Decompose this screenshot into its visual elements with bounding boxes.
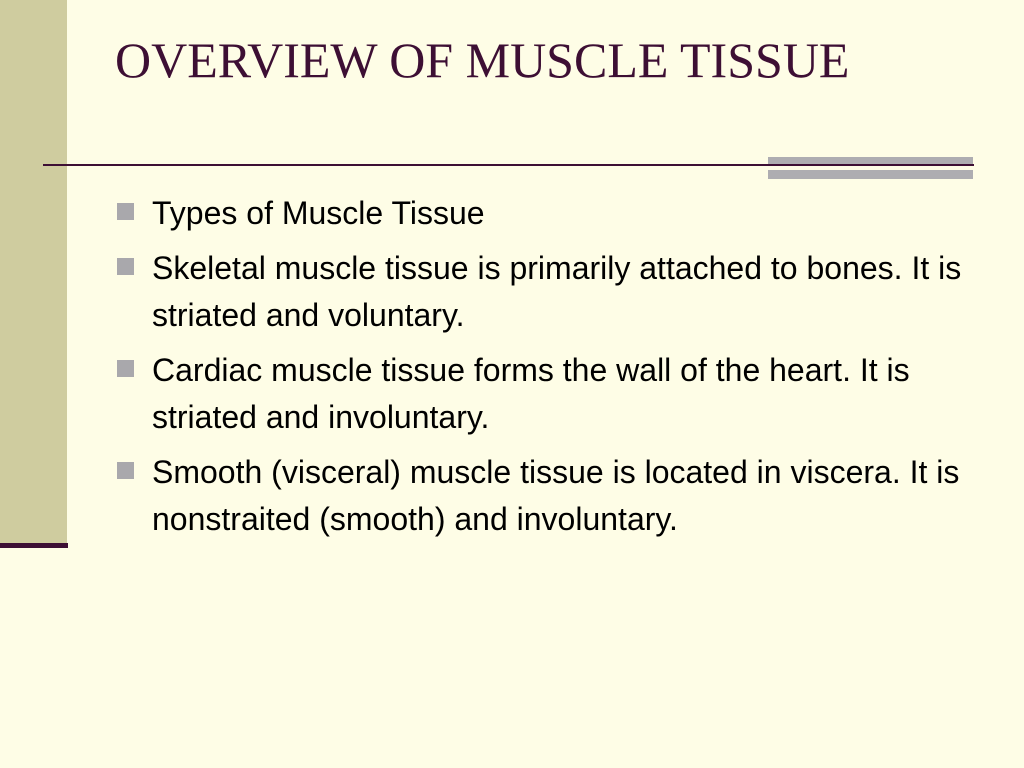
- left-band-underline: [0, 543, 68, 548]
- square-bullet-icon: [117, 258, 134, 275]
- bullet-text: Cardiac muscle tissue forms the wall of the heart. It is striated and involuntary.: [152, 352, 910, 435]
- bullet-item: [115, 449, 995, 543]
- slide-title: OVERVIEW OF MUSCLE TISSUE: [115, 32, 850, 88]
- square-bullet-icon: [117, 462, 134, 479]
- bullet-text: Types of Muscle Tissue: [152, 195, 485, 231]
- square-bullet-icon: [117, 360, 134, 377]
- bullet-item: [115, 190, 995, 237]
- left-decorative-band: [0, 0, 67, 543]
- bullet-list: [115, 190, 995, 551]
- square-bullet-icon: [117, 203, 134, 220]
- bullet-item: [115, 347, 995, 441]
- bullet-text: Smooth (visceral) muscle tissue is located in viscera. It is nonstraited (smooth) and involuntary.: [152, 454, 960, 537]
- title-accent-bars: [768, 157, 973, 179]
- bullet-text: Skeletal muscle tissue is primarily attached to bones. It is striated and voluntary.: [152, 250, 962, 333]
- bullet-item: [115, 245, 995, 339]
